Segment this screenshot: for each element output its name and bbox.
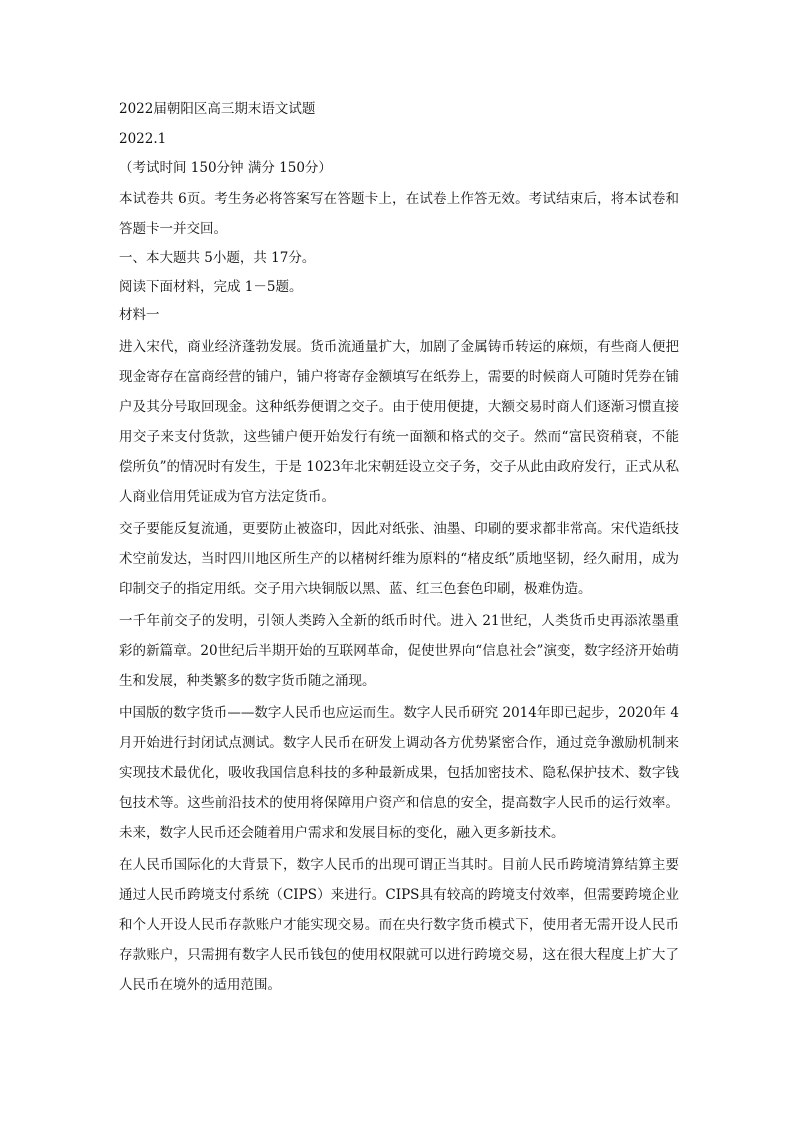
- exam-date: 2022.1: [119, 131, 167, 147]
- exam-info: （考试时间 150分钟 满分 150分）: [119, 159, 332, 176]
- paragraph: 交子要能反复流通，更要防止被盗印，因此对纸张、油墨、印刷的要求都非常高。宋代造纸技术空前发达，当时四川地区所生产的以楮树纤维为原料的“楮皮纸”质地坚韧，经久耐用，成为印制交子的指定用纸。交子用六块铜版以黑、蓝、红三色套色印刷，极难伪造。: [119, 520, 679, 597]
- paragraph: 一千年前交子的发明，引领人类跨入全新的纸币时代。进入 21世纪，人类货币史再添浓墨重彩的新篇章。20世纪后半期开始的互联网革命，促使世界向“信息社会”演变，数字经济开始萌生和发展，种类繁多的数字货币随之涌现。: [119, 612, 679, 689]
- paragraph: 进入宋代，商业经济蓬勃发展。货币流通量扩大，加剧了金属铸币转运的麻烦，有些商人便把现金寄存在富商经营的铺户，铺户将寄存金额填写在纸券上，需要的时候商人可随时凭券在铺户及其分号取回现金。这种纸券便谓之交子。由于使用便捷，大额交易时商人们逐渐习惯直接用交子来支付货款，这些铺户便开始发行有统一面额和格式的交子。然而“富民资稍衰，不能偿所负”的情况时有发生，于是 1023年北宋朝廷设立交子务，交子从此由政府发行，正式从私人商业信用凭证成为官方法定货币。: [119, 338, 679, 505]
- document-page: [119, 97, 679, 1002]
- paragraph: 在人民币国际化的大背景下，数字人民币的出现可谓正当其时。目前人民币跨境清算结算主要通过人民币跨境支付系统（CIPS）来进行。CIPS具有较高的跨境支付效率，但需要跨境企业和个人开设人民币存款账户才能实现交易。而在央行数字货币模式下，使用者无需开设人民币存款账户，只需拥有数字人民币钱包的使用权限就可以进行跨境交易，这在很大程度上扩大了人民币在境外的适用范围。: [119, 856, 679, 993]
- exam-title: 2022届朝阳区高三期末语文试题: [119, 101, 316, 117]
- section-heading: 一、本大题共 5小题，共 17分。: [119, 250, 316, 266]
- instructions: 本试卷共 6页。考生务必将答案写在答题卡上，在试卷上作答无效。考试结束后，将本试卷和答题卡一并交回。: [119, 191, 679, 237]
- material-label: 材料一: [119, 307, 160, 323]
- section-prompt: 阅读下面材料，完成 1－5题。: [119, 278, 303, 295]
- paragraph: 中国版的数字货币——数字人民币也应运而生。数字人民币研究 2014年即已起步，2020年 4月开始进行封闭试点测试。数字人民币在研发上调动各方优势紧密合作，通过竞争激励机制来实现技术最优化，吸收我国信息科技的多种最新成果，包括加密技术、隐私保护技术、数字钱包技术等。这些前沿技术的使用将保障用户资产和信息的安全，提高数字人民币的运行效率。未来，数字人民币还会随着用户需求和发展目标的变化，融入更多新技术。: [119, 704, 679, 841]
